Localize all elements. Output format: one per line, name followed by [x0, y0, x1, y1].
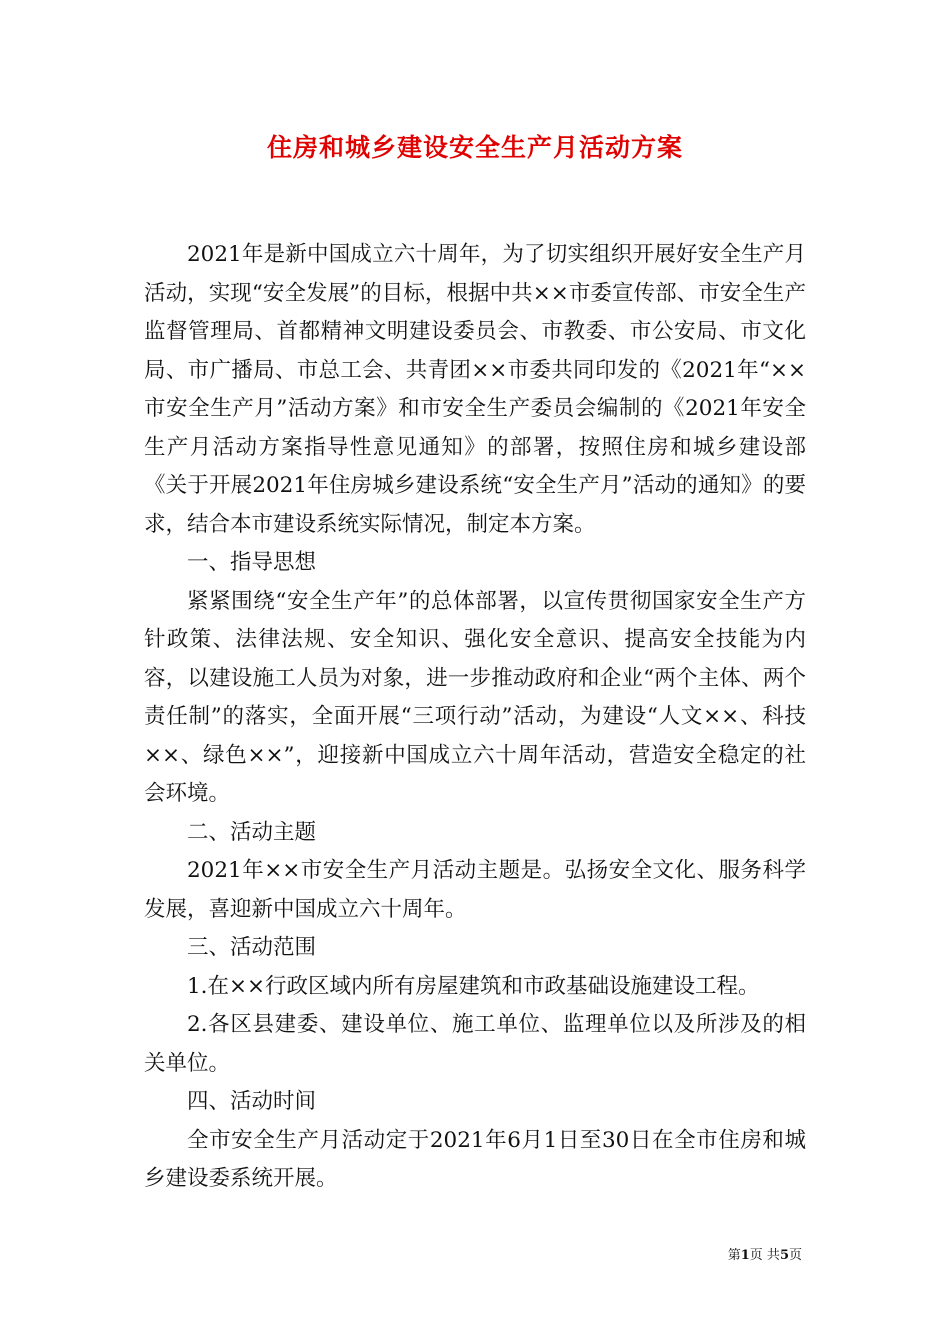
paragraph-scope-item-1: 1.在××行政区域内所有房屋建筑和市政基础设施建设工程。 — [187, 973, 760, 999]
paragraph-scope-item-2: 2.各区县建委、建设单位、施工单位、监理单位以及所涉及的相关单位。 — [144, 1012, 806, 1076]
footer-suffix: 页 — [788, 1248, 802, 1263]
document-body — [144, 236, 806, 1199]
section-heading-scope: 三、活动范围 — [187, 935, 317, 960]
footer-page-number: 1 — [740, 1248, 750, 1263]
section-heading-time: 四、活动时间 — [187, 1089, 317, 1114]
section-heading-theme: 二、活动主题 — [187, 819, 317, 845]
paragraph-guiding-thought: 紧紧围绕“安全生产年”的总体部署，以宣传贯彻国家安全生产方针政策、法律法规、安全知识、强化安全意识、提高安全技能为内容，以建设施工人员为对象，进一步推动政府和企业“两个主体、两个责任制”的落实，全面开展“三项行动”活动，为建设“人文××、科技××、绿色××”，迎接新中国成立六十周年活动，营造安全稳定的社会环境。 — [144, 588, 806, 806]
paragraph-intro: 2021年是新中国成立六十周年，为了切实组织开展好安全生产月活动，实现“安全发展”的目标，根据中共××市委宣传部、市安全生产监督管理局、首都精神文明建设委员会、市教委、市公安局、市文化局、市广播局、市总工会、共青团××市委共同印发的《2021年“××市安全生产月”活动方案》和市安全生产委员会编制的《2021年安全生产月活动方案指导性意见通知》的部署，按照住房和城乡建设部《关于开展2021年住房城乡建设系统“安全生产月”活动的通知》的要求，结合本市建设系统实际情况，制定本方案。 — [144, 242, 806, 537]
paragraph-time: 全市安全生产月活动定于2021年6月1日至30日在全市住房和城乡建设委系统开展。 — [144, 1127, 806, 1191]
footer-prefix: 第 — [727, 1248, 741, 1263]
footer-total-pages: 5 — [779, 1248, 789, 1263]
document-title: 住房和城乡建设安全生产月活动方案 — [266, 133, 683, 162]
section-heading-guiding-thought: 一、指导思想 — [187, 550, 317, 575]
footer-middle: 页 共 — [749, 1248, 780, 1263]
page-footer — [728, 1247, 802, 1265]
paragraph-theme: 2021年××市安全生产月活动主题是。弘扬安全文化、服务科学发展，喜迎新中国成立六十周年。 — [144, 858, 806, 922]
